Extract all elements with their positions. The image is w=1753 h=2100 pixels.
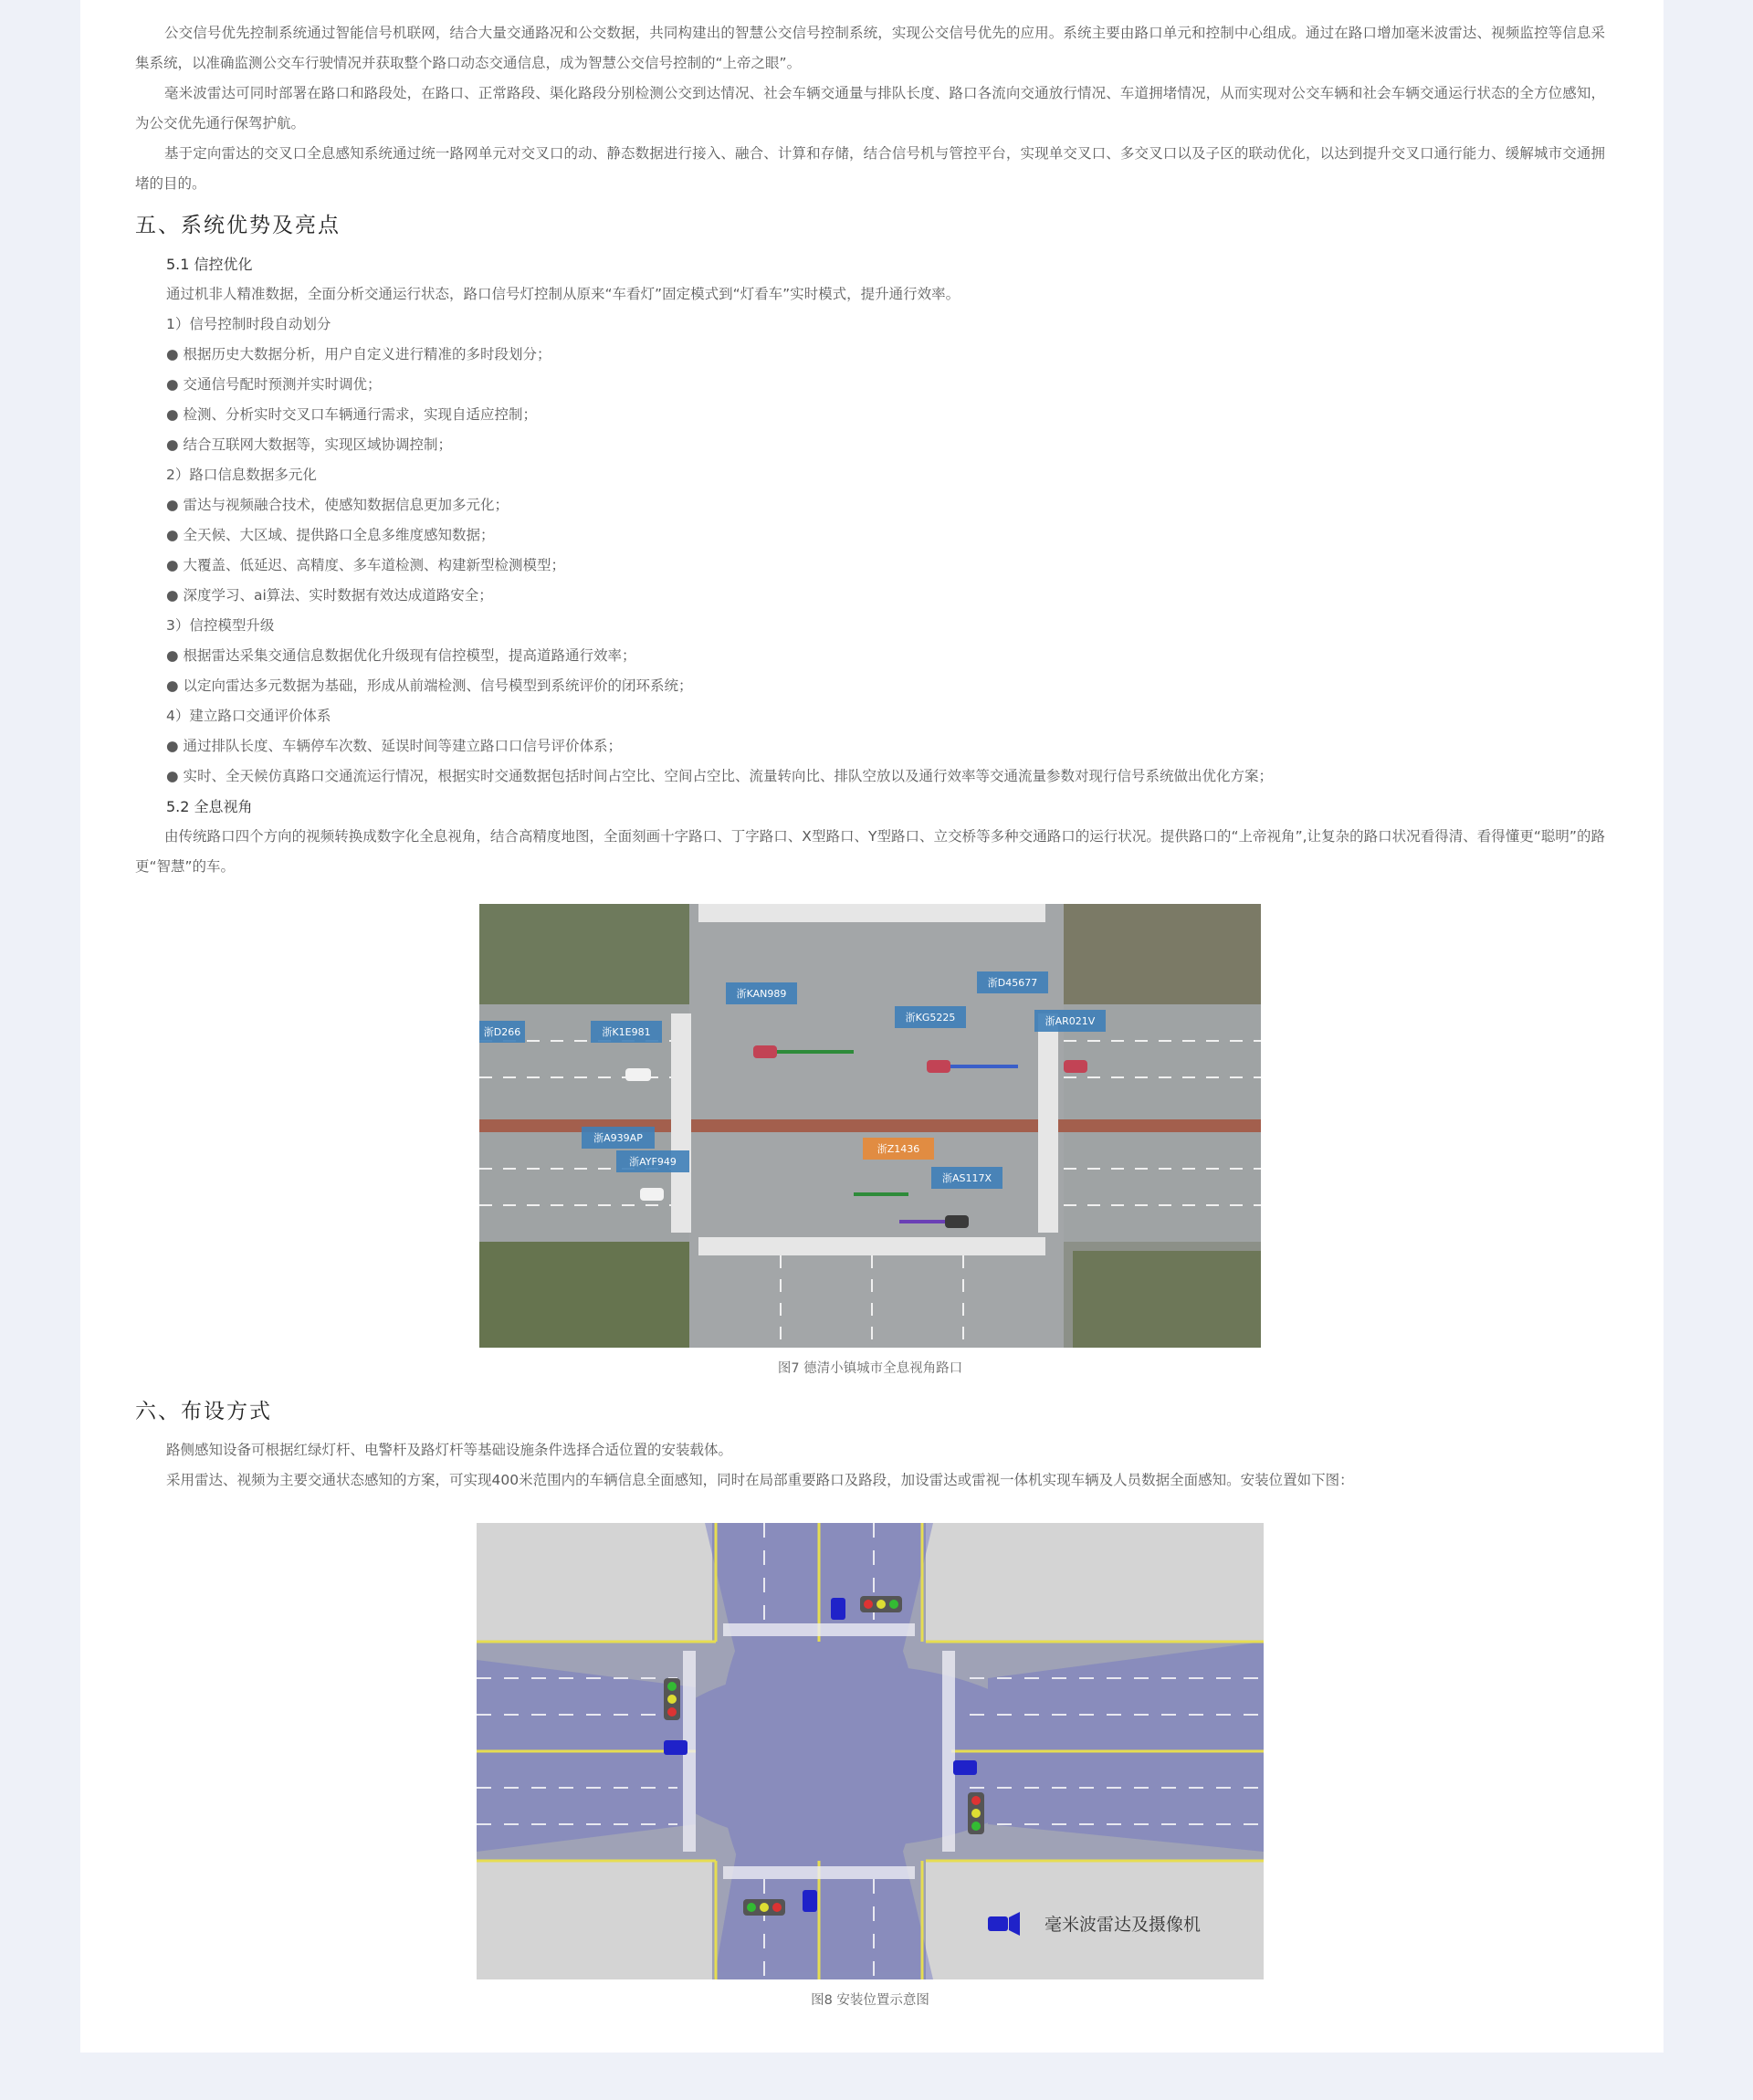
list-item: 4）建立路口交通评价体系 [166, 708, 331, 724]
installation-diagram [477, 1523, 1264, 1979]
aerial-intersection-image [479, 904, 1261, 1348]
list-item: 1）信号控制时段自动划分 [166, 316, 331, 332]
section-6-heading: 六、布设方式 [135, 1400, 272, 1423]
subsection-5-1-heading: 5.1 信控优化 [166, 256, 253, 273]
figure-7 [135, 904, 1605, 1381]
plate-label: 浙AR021V [1044, 1015, 1096, 1027]
intro-paragraph-1: 公交信号优先控制系统通过智能信号机联网，结合大量交通路况和公交数据，共同构建出的智慧公交信号控制系统，实现公交信号优先的应用。系统主要由路口单元和控制中心组成。通过在路口增加毫米波雷达、视频监控等信息采集系统，以准确监测公交车行驶情况并获取整个路口动态交通信息，成为智慧公交信号控制的“上帝之眼”。 [135, 25, 1605, 71]
list-item: ● 结合互联网大数据等，实现区域协调控制； [166, 436, 452, 453]
list-item: ● 以定向雷达多元数据为基础，形成从前端检测、信号模型到系统评价的闭环系统； [166, 677, 693, 694]
plate-label: 浙D45677 [987, 977, 1038, 989]
list-item: ● 全天候、大区域、提供路口全息多维度感知数据； [166, 527, 495, 543]
list-item: ● 深度学习、ai算法、实时数据有效达成道路安全； [166, 587, 493, 604]
intro-paragraph-3: 基于定向雷达的交叉口全息感知系统通过统一路网单元对交叉口的动、静态数据进行接入、融合、计算和存储，结合信号机与管控平台，实现单交叉口、多交叉口以及子区的联动优化，以达到提升交叉口通行能力、缓解城市交通拥堵的目的。 [135, 145, 1605, 192]
figure-8 [135, 1523, 1605, 2012]
list-item: ● 通过排队长度、车辆停车次数、延误时间等建立路口口信号评价体系； [166, 738, 622, 754]
plate-label: 浙KG5225 [905, 1012, 956, 1024]
list-item: ● 根据历史大数据分析，用户自定义进行精准的多时段划分； [166, 346, 551, 362]
section-6-paragraph-2: 采用雷达、视频为主要交通状态感知的方案，可实现400米范围内的车辆信息全面感知，同时在局部重要路口及路段，加设雷达或雷视一体机实现车辆及人员数据全面感知。安装位置如下图： [166, 1472, 1354, 1488]
list-item: 3）信控模型升级 [166, 617, 275, 634]
diagram-legend-label: 毫米波雷达及摄像机 [1044, 1915, 1202, 1935]
plate-label: 浙A939AP [593, 1132, 643, 1144]
plate-label: 浙K1E981 [602, 1026, 651, 1038]
plate-label: 浙D266 [483, 1026, 521, 1038]
subsection-5-2-heading: 5.2 全息视角 [166, 798, 253, 815]
list-item: ● 实时、全天候仿真路口交通流运行情况，根据实时交通数据包括时间占空比、空间占空比、流量转向比、排队空放以及通行效率等交通流量参数对现行信号系统做出优化方案； [166, 768, 1273, 784]
figure-8-caption: 图8 安装位置示意图 [811, 1993, 929, 2008]
list-item: ● 交通信号配时预测并实时调优； [166, 376, 382, 393]
intro-paragraph-2: 毫米波雷达可同时部署在路口和路段处，在路口、正常路段、渠化路段分别检测公交到达情况、社会车辆交通量与排队长度、路口各流向交通放行情况、车道拥堵情况，从而实现对公交车辆和社会车辆交通运行状态的全方位感知，为公交优先通行保驾护航。 [135, 85, 1605, 131]
plate-label: 浙KAN989 [736, 988, 787, 1000]
section-5-heading: 五、系统优势及亮点 [135, 214, 341, 237]
figure-7-caption: 图7 德清小镇城市全息视角路口 [777, 1361, 963, 1376]
section-6-paragraph-1: 路侧感知设备可根据红绿灯杆、电警杆及路灯杆等基础设施条件选择合适位置的安装载体。 [166, 1442, 733, 1458]
article-content [135, 18, 1605, 2012]
list-item: ● 根据雷达采集交通信息数据优化升级现有信控模型，提高道路通行效率； [166, 647, 636, 664]
subsection-5-2-text: 由传统路口四个方向的视频转换成数字化全息视角，结合高精度地图，全面刻画十字路口、丁字路口、X型路口、Y型路口、立交桥等多种交通路口的运行状况。提供路口的“上帝视角”,让复杂的路口状况看得清、看得懂更“聪明”的路 更“智慧”的车。 [135, 828, 1605, 875]
plate-label: 浙AYF949 [629, 1156, 677, 1168]
list-item: 2）路口信息数据多元化 [166, 467, 317, 483]
subsection-5-1-intro: 通过机非人精准数据，全面分析交通运行状态，路口信号灯控制从原来“车看灯”固定模式到“灯看车”实时模式，提升通行效率。 [166, 286, 960, 302]
article-page [80, 0, 1664, 2053]
list-item: ● 雷达与视频融合技术，使感知数据信息更加多元化； [166, 497, 509, 513]
plate-label: 浙Z1436 [876, 1143, 920, 1155]
list-item: ● 检测、分析实时交叉口车辆通行需求，实现自适应控制； [166, 406, 537, 423]
list-item: ● 大覆盖、低延迟、高精度、多车道检测、构建新型检测模型； [166, 557, 565, 573]
plate-label: 浙AS117X [941, 1172, 992, 1184]
